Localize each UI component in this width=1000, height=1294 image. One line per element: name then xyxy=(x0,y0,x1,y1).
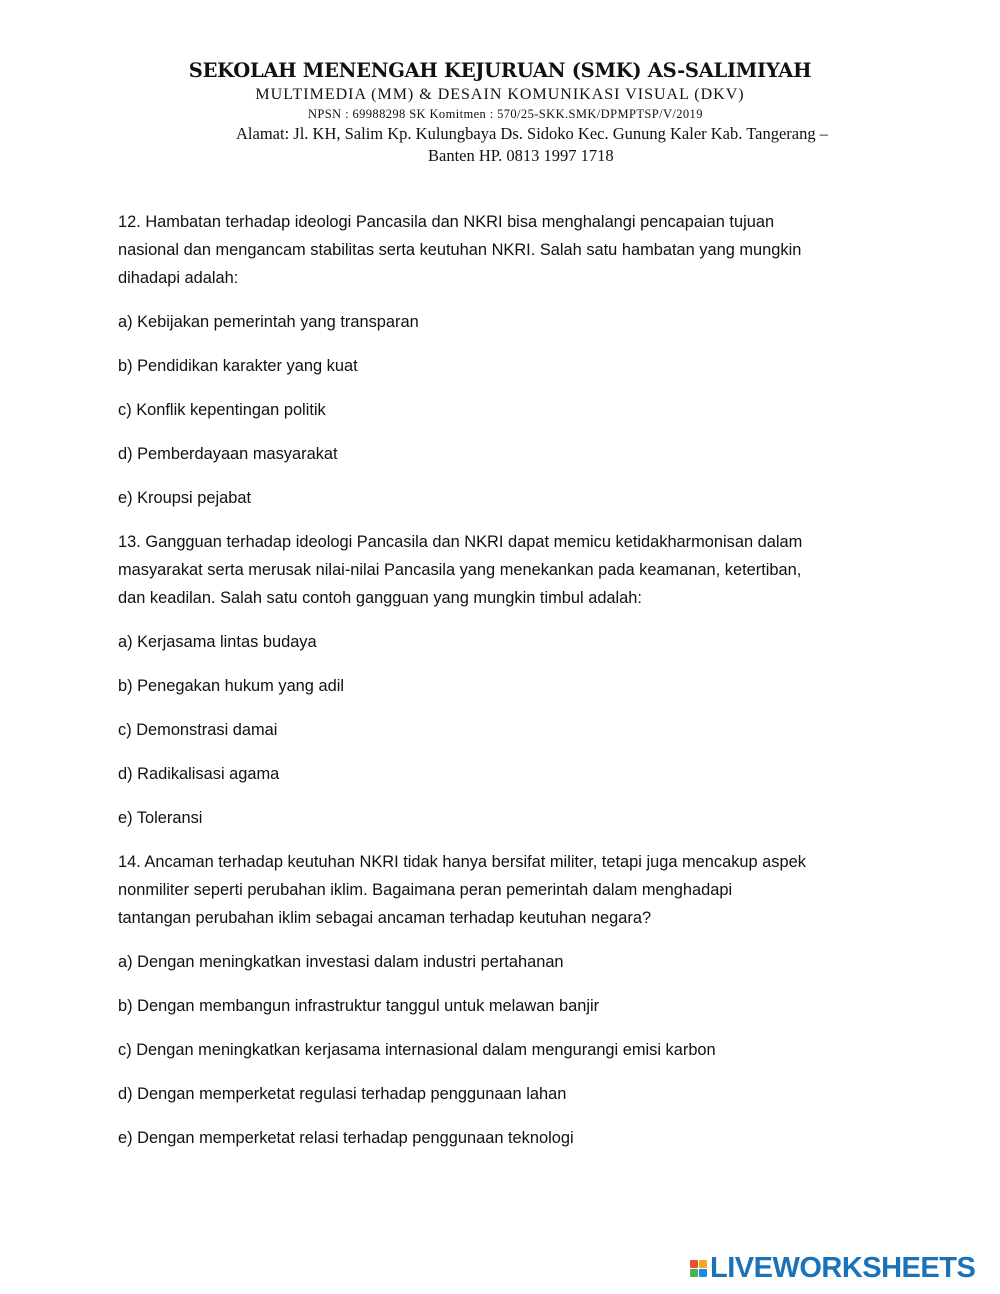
question-line: masyarakat serta merusak nilai-nilai Pancasila yang menekankan pada keamanan, ketertiban, xyxy=(118,561,802,579)
question-line: dihadapi adalah: xyxy=(118,269,239,287)
option-12-b: b) Pendidikan karakter yang kuat xyxy=(118,357,358,375)
option-13-d: d) Radikalisasi agama xyxy=(118,765,280,783)
logo-square xyxy=(699,1269,707,1277)
option-14-b: b) Dengan membangun infrastruktur tanggul untuk melawan banjir xyxy=(118,997,600,1015)
option-14-e: e) Dengan memperketat relasi terhadap penggunaan teknologi xyxy=(118,1129,574,1147)
school-address-line-1: Alamat: Jl. KH, Salim Kp. Kulungbaya Ds. Sidoko Kec. Gunung Kaler Kab. Tangerang – xyxy=(236,124,828,143)
question-12 xyxy=(118,208,888,292)
option-14-c: c) Dengan meningkatkan kerjasama internasional dalam mengurangi emisi karbon xyxy=(118,1041,716,1059)
option-14-d: d) Dengan memperketat regulasi terhadap penggunaan lahan xyxy=(118,1085,567,1103)
question-line: nonmiliter seperti perubahan iklim. Bagaimana peran pemerintah dalam menghadapi xyxy=(118,881,733,899)
option-12-c: c) Konflik kepentingan politik xyxy=(118,401,326,419)
school-npsn: NPSN : 69988298 SK Komitmen : 570/25-SKK.SMK/DPMPTSP/V/2019 xyxy=(308,107,703,121)
liveworksheets-logo-icon xyxy=(690,1260,707,1277)
questions-area xyxy=(118,208,888,1168)
option-13-c: c) Demonstrasi damai xyxy=(118,721,278,739)
option-14-a: a) Dengan meningkatkan investasi dalam industri pertahanan xyxy=(118,953,564,971)
logo-square xyxy=(690,1260,698,1268)
question-line: 12. Hambatan terhadap ideologi Pancasila dan NKRI bisa menghalangi pencapaian tujuan xyxy=(118,213,775,231)
option-12-d: d) Pemberdayaan masyarakat xyxy=(118,445,338,463)
school-programs: MULTIMEDIA (MM) & DESAIN KOMUNIKASI VISUAL (DKV) xyxy=(255,86,745,103)
question-line: 14. Ancaman terhadap keutuhan NKRI tidak hanya bersifat militer, tetapi juga mencakup aspek xyxy=(118,853,806,871)
logo-square xyxy=(699,1260,707,1268)
option-12-e: e) Kroupsi pejabat xyxy=(118,489,252,507)
school-name: SEKOLAH MENENGAH KEJURUAN (SMK) AS-SALIMIYAH xyxy=(188,59,812,82)
option-13-e: e) Toleransi xyxy=(118,809,203,827)
option-13-a: a) Kerjasama lintas budaya xyxy=(118,633,317,651)
option-12-a: a) Kebijakan pemerintah yang transparan xyxy=(118,313,419,331)
question-14 xyxy=(118,848,888,932)
question-line: nasional dan mengancam stabilitas serta keutuhan NKRI. Salah satu hambatan yang mungkin xyxy=(118,241,802,259)
logo-square xyxy=(690,1269,698,1277)
option-13-b: b) Penegakan hukum yang adil xyxy=(118,677,344,695)
question-line: dan keadilan. Salah satu contoh gangguan yang mungkin timbul adalah: xyxy=(118,589,642,607)
liveworksheets-wordmark: LIVEWORKSHEETS xyxy=(710,1252,976,1284)
question-13 xyxy=(118,528,888,612)
school-address-line-2: Banten HP. 0813 1997 1718 xyxy=(428,146,614,165)
question-line: tantangan perubahan iklim sebagai ancaman terhadap keutuhan negara? xyxy=(118,909,652,927)
liveworksheets-brand[interactable] xyxy=(690,1252,975,1285)
question-line: 13. Gangguan terhadap ideologi Pancasila dan NKRI dapat memicu ketidakharmonisan dalam xyxy=(118,533,803,551)
